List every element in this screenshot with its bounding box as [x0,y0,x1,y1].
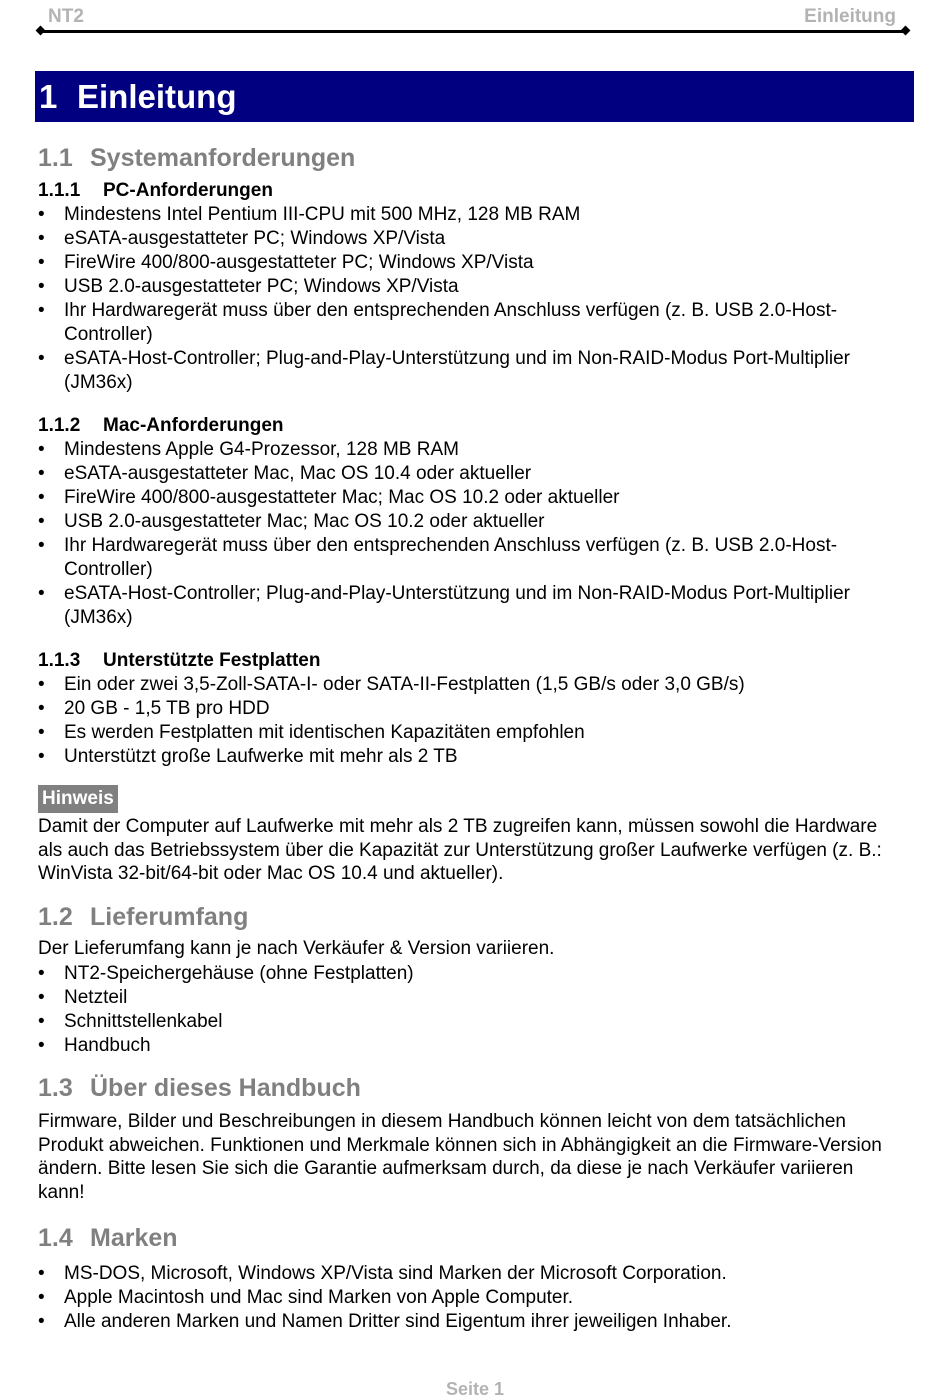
list-item: • USB 2.0-ausgestatteter PC; Windows XP/Vista [38,275,898,299]
section-number: 1.3 [38,1074,73,1102]
list-item: • Netzteil [38,986,898,1010]
list-item: • FireWire 400/800-ausgestatteter Mac; Mac OS 10.2 oder aktueller [38,486,898,510]
section-number: 1.2 [38,902,73,931]
chapter-number: 1 [39,78,58,115]
section-heading-1-4 [38,1218,898,1258]
subsection-number: 1.1.2 [38,415,81,436]
section-heading-1-2 [38,897,898,937]
list-item: • Mindestens Intel Pentium III-CPU mit 500 MHz, 128 MB RAM [38,203,898,227]
list-item: • Alle anderen Marken und Namen Dritter sind Eigentum ihrer jeweiligen Inhaber. [38,1310,898,1334]
list-item: • eSATA-Host-Controller; Plug-and-Play-Unterstützung und im Non-RAID-Modus Port-Multiplier (JM36x) [38,347,898,395]
section-heading-1-3 [38,1068,898,1108]
running-header-left: NT2 [48,6,84,27]
subsection-heading-hdd [38,649,898,673]
list-item: • MS-DOS, Microsoft, Windows XP/Vista sind Marken der Microsoft Corporation. [38,1262,898,1286]
list-item: • Unterstützt große Laufwerke mit mehr als 2 TB [38,745,898,769]
chapter-title-bar [35,71,914,122]
list-item: • NT2-Speichergehäuse (ohne Festplatten) [38,962,898,986]
list-item: • 20 GB - 1,5 TB pro HDD [38,697,898,721]
subsection-title: PC-Anforderungen [103,180,273,201]
section-heading-1-1 [38,138,898,178]
delivery-intro: Der Lieferumfang kann je nach Verkäufer & Version variieren. [38,937,555,959]
header-rule-right-diamond [901,26,911,36]
header-rule [40,30,906,33]
list-item: • Ihr Hardwaregerät muss über den entsprechenden Anschluss verfügen (z. B. USB 2.0-Host-Controller) [38,299,898,347]
page-content [38,138,898,1334]
list-item: • eSATA-Host-Controller; Plug-and-Play-Unterstützung und im Non-RAID-Modus Port-Multiplier (JM36x) [38,582,898,630]
section-title: Marken [90,1224,178,1252]
section-title: Über dieses Handbuch [90,1074,361,1102]
note-box [38,785,898,886]
list-item: • eSATA-ausgestatteter Mac, Mac OS 10.4 oder aktueller [38,462,898,486]
list-item: • Ein oder zwei 3,5-Zoll-SATA-I- oder SATA-II-Festplatten (1,5 GB/s oder 3,0 GB/s) [38,673,898,697]
note-badge: Hinweis [38,785,118,813]
section-number: 1.1 [38,144,73,172]
list-item: • eSATA-ausgestatteter PC; Windows XP/Vista [38,227,898,251]
header-rule-left-diamond [36,26,46,36]
list-item: • USB 2.0-ausgestatteter Mac; Mac OS 10.2 oder aktueller [38,510,898,534]
list-item: • Ihr Hardwaregerät muss über den entsprechenden Anschluss verfügen (z. B. USB 2.0-Host-Controller) [38,534,898,582]
delivery-contents-list [38,962,898,1058]
list-item: • Schnittstellenkabel [38,1010,898,1034]
pc-requirements-list [38,203,898,395]
list-item: • FireWire 400/800-ausgestatteter PC; Windows XP/Vista [38,251,898,275]
manual-notice-text: Firmware, Bilder und Beschreibungen in diesem Handbuch können leicht von dem tatsächlichen Produkt abweichen. Funktionen und Merkmale können sich in Abhängigkeit an die Firmware-Version ändern. Bitte lesen Sie sich die Garantie aufmerksam durch, da diese je nach Verkäufer variieren kann! [38,1111,882,1203]
subsection-number: 1.1.3 [38,650,81,671]
subsection-heading-mac [38,414,898,438]
section-title: Systemanforderungen [90,144,356,172]
supported-hdd-list [38,673,898,769]
list-item: • Apple Macintosh und Mac sind Marken von Apple Computer. [38,1286,898,1310]
list-item: • Handbuch [38,1034,898,1058]
subsection-title: Mac-Anforderungen [103,415,284,436]
section-number: 1.4 [38,1224,73,1252]
list-item: • Mindestens Apple G4-Prozessor, 128 MB RAM [38,438,898,462]
page-number-footer: Seite 1 [445,1379,505,1399]
subsection-number: 1.1.1 [38,180,81,201]
chapter-title: Einleitung [77,78,237,115]
section-title: Lieferumfang [90,902,249,931]
trademarks-list [38,1262,898,1334]
running-header-right: Einleitung [804,6,896,27]
list-item: • Es werden Festplatten mit identischen Kapazitäten empfohlen [38,721,898,745]
subsection-heading-pc [38,179,898,203]
note-text: Damit der Computer auf Laufwerke mit mehr als 2 TB zugreifen kann, müssen sowohl die Hardware als auch das Betriebssystem über die Kapazität zur Unterstützung großer Laufwerke verfügen (z. B.: WinVista 32-bit/64-bit oder Mac OS 10.4 und aktueller). [38,816,882,884]
mac-requirements-list [38,438,898,630]
subsection-title: Unterstützte Festplatten [103,650,321,671]
